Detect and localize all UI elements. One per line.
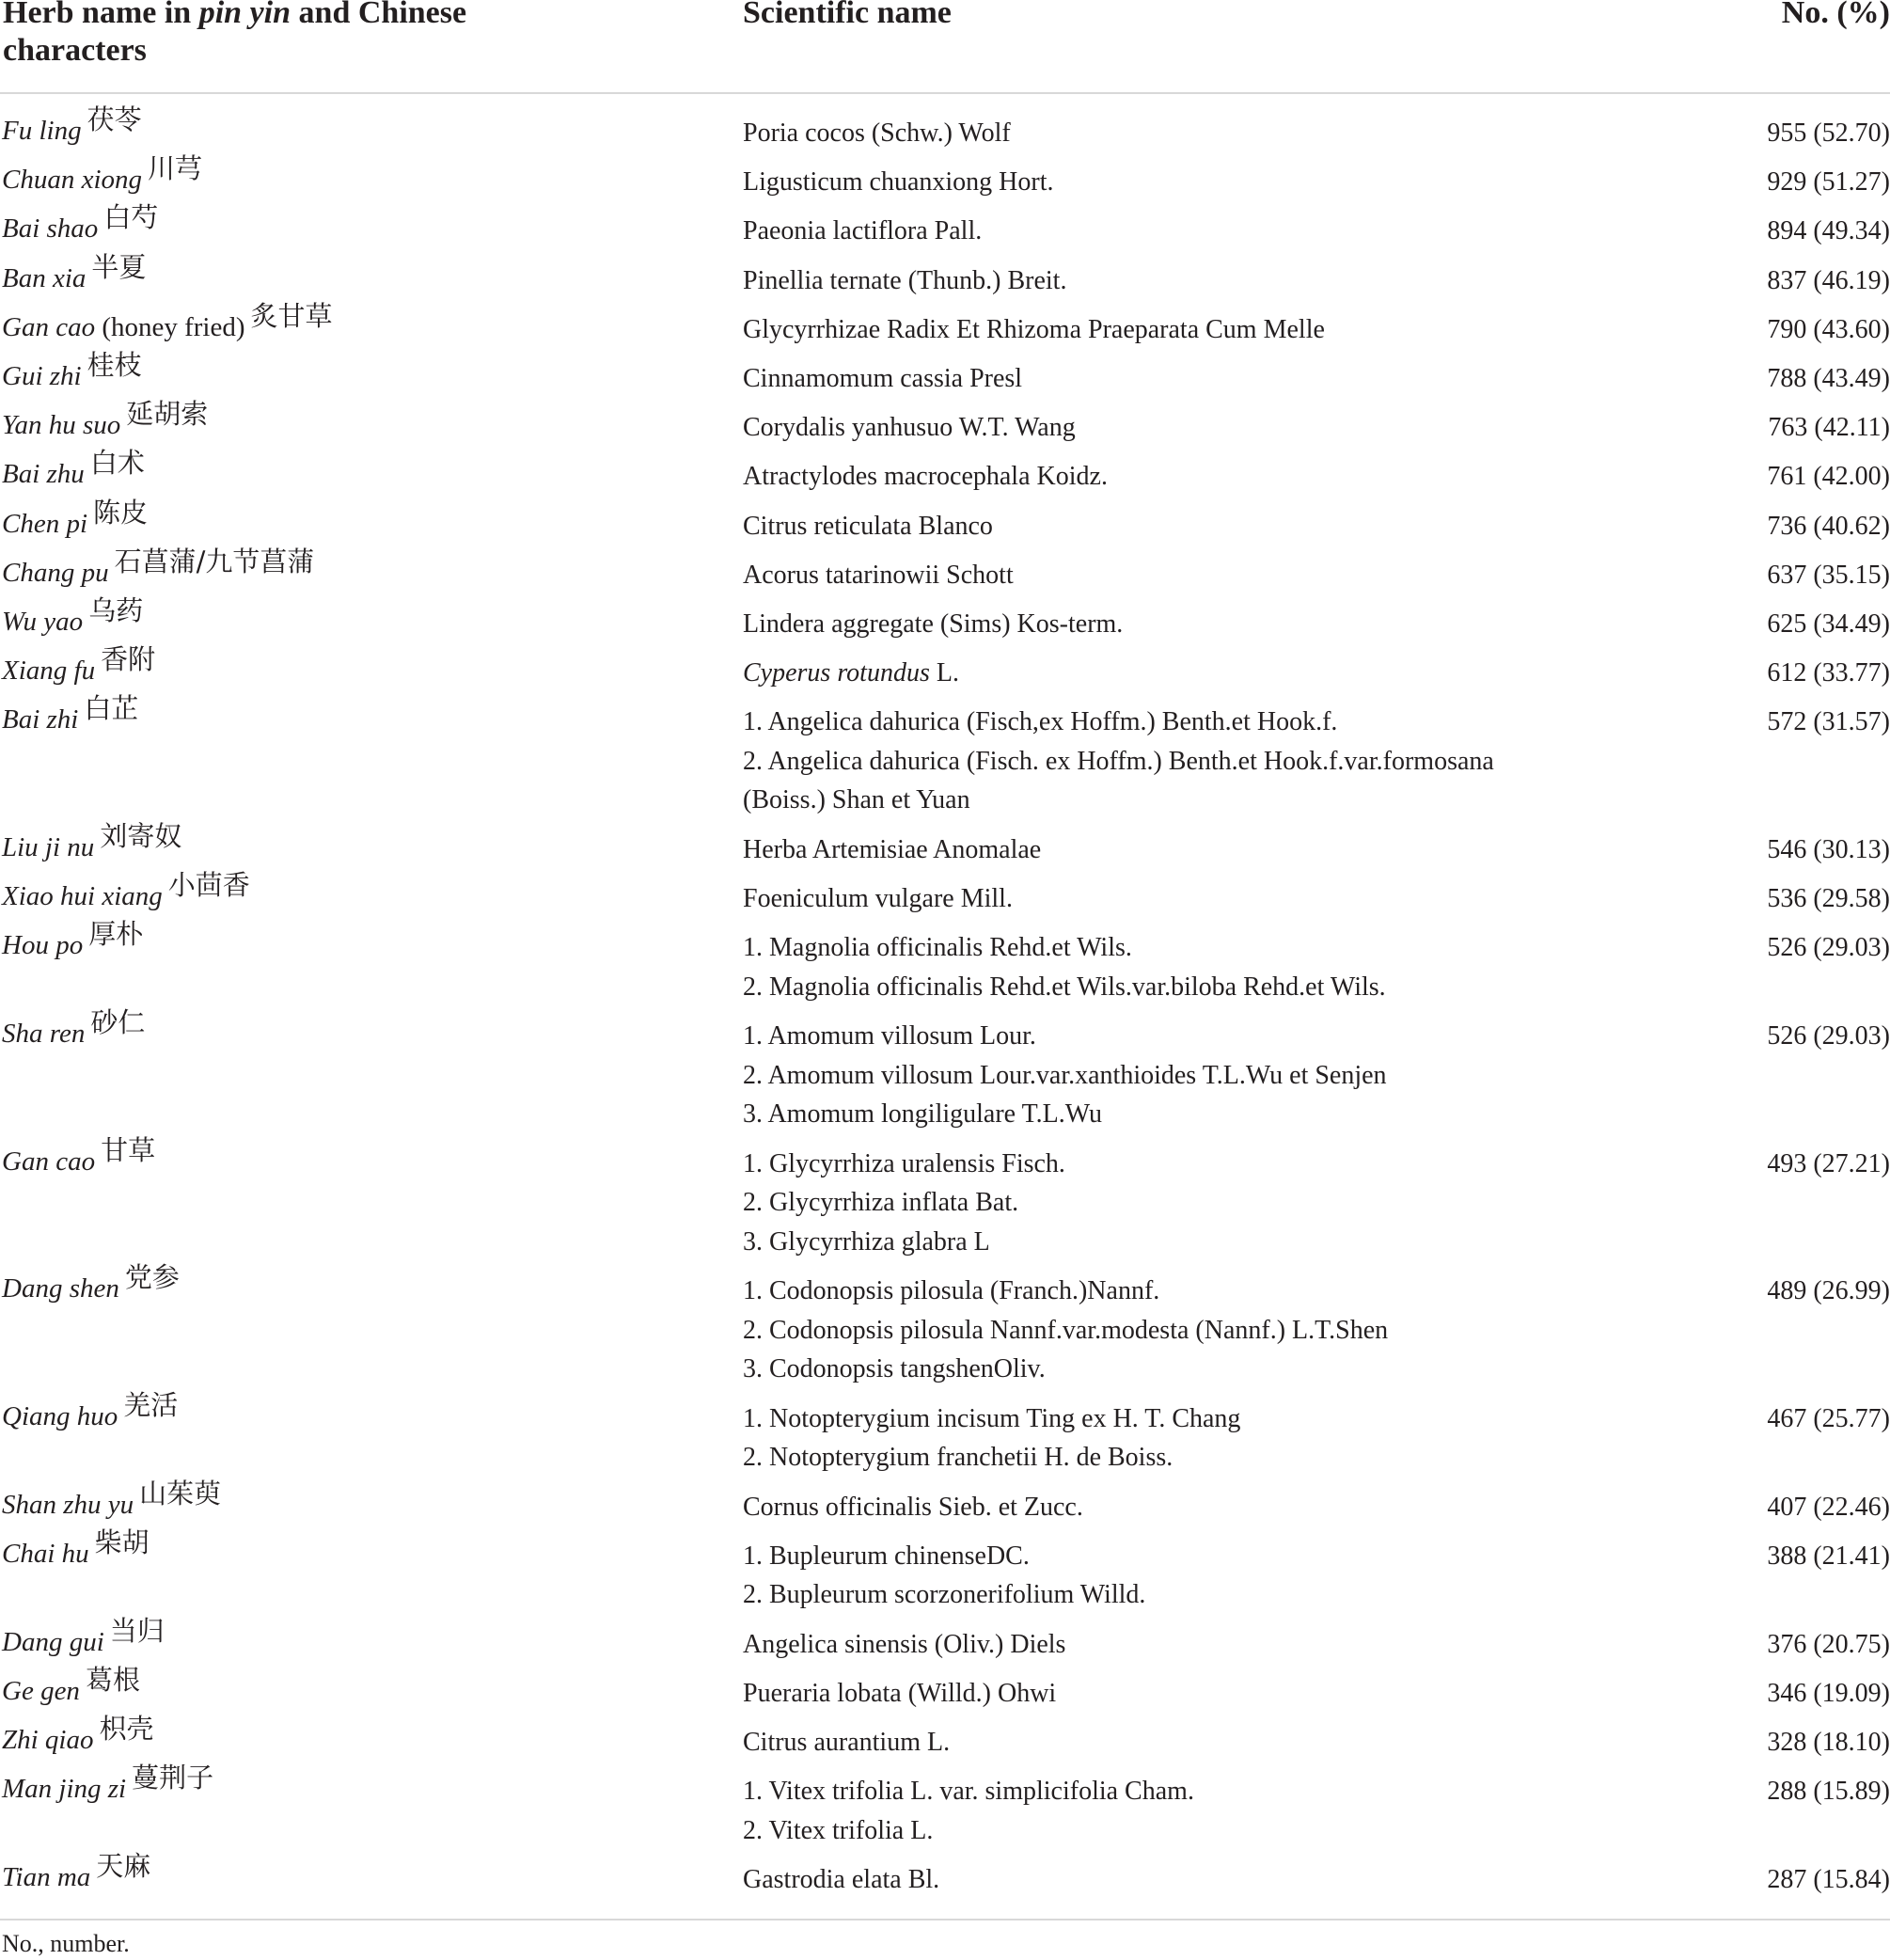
header-herb-prefix: Herb name in [3,0,199,30]
count-percent-cell: 546 (30.13) [1767,834,1890,864]
scientific-name-line: 1. Glycyrrhiza uralensis Fisch. [743,1148,1065,1178]
scientific-name-cell [743,457,1108,497]
herb-pinyin: Chang pu [2,557,109,588]
scientific-name-line: 1. Angelica dahurica (Fisch,ex Hoffm.) Benth.et Hook.f. [743,707,1338,737]
scientific-name-cell [743,1625,1065,1665]
herb-chinese: 柴胡 [94,1525,150,1558]
table-row [0,1850,1890,1905]
herb-name-cell [2,868,250,916]
scientific-name-cell [743,408,1076,448]
herb-name-cell [2,692,139,739]
scientific-name-line: 2. Amomum villosum Lour.var.xanthioides T.L.Wu et Senjen [743,1060,1387,1090]
scientific-name-suffix: L. [929,658,959,688]
herb-pinyin: Zhi qiao [2,1725,94,1756]
count-percent-cell: 467 (25.77) [1767,1403,1890,1433]
count-percent-cell: 763 (42.11) [1768,413,1890,443]
herb-chinese: 蔓荆子 [132,1762,214,1794]
herb-pinyin: Yan hu suo [2,410,121,441]
scientific-name-cell [743,1772,1194,1850]
count-percent-cell: 788 (43.49) [1767,363,1890,393]
table-row [0,1477,1890,1533]
scientific-name-cell [743,654,959,693]
herb-pinyin: Ban xia [2,262,87,293]
herb-name-cell [2,593,144,641]
herb-pinyin: Bai zhu [2,459,85,490]
herb-pinyin: Chai hu [2,1538,89,1569]
scientific-name-line: (Boiss.) Shan et Yuan [743,785,970,815]
table-row [0,1664,1890,1719]
scientific-name-cell [743,507,993,546]
table-row [0,1261,1890,1396]
scientific-name-cell [743,1272,1388,1389]
scientific-name-line: Herba Artemisiae Anomalae [743,834,1042,864]
scientific-name-line: 2. Bupleurum scorzonerifolium Willd. [743,1580,1146,1610]
count-percent-cell: 489 (26.99) [1767,1276,1890,1306]
scientific-name-line: 3. Glycyrrhiza glabra L [743,1226,990,1257]
table-row [0,692,1890,827]
herb-chinese: 白芷 [84,692,139,725]
scientific-name-line: 1. Bupleurum chinenseDC. [743,1541,1030,1571]
herb-chinese: 当归 [109,1614,165,1647]
table-row [0,643,1890,699]
table-row [0,918,1890,1013]
count-percent-cell: 536 (29.58) [1767,883,1890,913]
herb-pinyin: Chuan xiong [2,165,143,196]
herb-name-cell [2,918,144,965]
herb-chinese: 刘寄奴 [100,819,182,852]
table-row [0,1713,1890,1768]
header-herb-italic: pin yin [198,0,291,30]
herb-chinese: 天麻 [96,1850,151,1883]
table-row [0,447,1890,502]
scientific-name-line: 1. Magnolia officinalis Rehd.et Wils. [743,933,1132,963]
count-percent-cell: 346 (19.09) [1767,1679,1890,1708]
herb-chinese: 葛根 [85,1664,140,1696]
count-percent-cell: 894 (49.34) [1767,216,1890,246]
herb-chinese: 桂枝 [87,348,142,381]
table-row [0,1614,1890,1670]
herb-pinyin: Ge gen [2,1676,80,1706]
herb-name-cell [2,152,203,199]
scientific-name-line: Angelica sinensis (Oliv.) Diels [743,1629,1066,1659]
table-row [0,348,1890,404]
table-row [0,1525,1890,1621]
scientific-name-line: Foeniculum vulgare Mill. [743,883,1013,913]
scientific-name-cell [743,1723,950,1762]
herb-pinyin: Dang shen [2,1273,119,1304]
table-row [0,819,1890,876]
table-row [0,1388,1890,1484]
herb-chinese: 延胡索 [126,398,209,431]
scientific-name-line: Pinellia ternate (Thunb.) Breit. [743,265,1067,295]
count-percent-cell: 790 (43.60) [1767,314,1890,344]
scientific-name-line: Lindera aggregate (Sims) Kos-term. [743,609,1124,639]
herb-pinyin: Gui zhi [2,360,82,391]
herb-name-cell [2,1525,150,1573]
header-herb-suffix: and Chinese characters [3,0,467,68]
scientific-name-cell [743,928,1386,1006]
herb-name-cell [2,250,147,298]
scientific-name-cell [743,310,1325,350]
table-header [0,0,1890,94]
scientific-name-line: 2. Magnolia officinalis Rehd.et Wils.var.biloba Rehd.et Wils. [743,972,1386,1002]
herb-pinyin: Shan zhu yu [2,1489,134,1520]
herb-chinese: 白术 [89,447,145,480]
count-percent-cell: 929 (51.27) [1767,167,1890,198]
scientific-name-cell [743,163,1054,202]
herb-chinese: 甘草 [101,1133,156,1166]
scientific-name-line: Ligusticum chuanxiong Hort. [743,167,1054,198]
header-scientific-name: Scientific name [743,0,952,30]
scientific-name-cell [743,1674,1056,1714]
herb-chinese: 半夏 [91,250,147,283]
herb-chinese: 乌药 [88,593,144,626]
count-percent-cell: 612 (33.77) [1767,658,1890,688]
herb-name-cell [2,103,142,150]
herb-chinese: 砂仁 [90,1006,146,1039]
scientific-name-line: Paeonia lactiflora Pall. [743,216,983,246]
count-percent-cell: 572 (31.57) [1767,707,1890,737]
table-row [0,1133,1890,1269]
table-row [0,593,1890,650]
scientific-name-cell [743,1537,1145,1615]
scientific-name-italic: Cyperus rotundus [743,658,930,688]
table-row [0,868,1890,925]
herb-name-cell [2,1261,180,1308]
count-percent-cell: 407 (22.46) [1767,1492,1890,1522]
herb-name-cell [2,1664,140,1711]
herb-pinyin: Fu ling [2,116,82,146]
scientific-name-cell [743,114,1011,153]
table-row [0,250,1890,307]
scientific-name-cell [743,1399,1240,1478]
scientific-name-line: 3. Amomum longiligulare T.L.Wu [743,1099,1103,1130]
herb-pinyin: Xiao hui xiang [2,880,163,911]
count-percent-cell: 526 (29.03) [1767,933,1890,963]
scientific-name-line: 1. Vitex trifolia L. var. simplicifolia Cham. [743,1777,1194,1807]
table-row [0,1762,1890,1857]
herb-chinese: 小茴香 [167,868,250,901]
herb-pinyin: Sha ren [2,1019,86,1050]
herb-name-cell [2,1477,222,1525]
herb-pinyin: Chen pi [2,508,88,539]
herb-pinyin: Qiang huo [2,1400,118,1431]
count-percent-cell: 288 (15.89) [1767,1777,1890,1807]
herb-pinyin: Bai shao [2,213,99,245]
count-percent-cell: 736 (40.62) [1767,511,1890,541]
herb-pinyin: Xiang fu [2,656,96,687]
herb-pinyin: Gan cao [2,311,96,342]
herb-chinese: 厚朴 [88,918,144,951]
herb-name-cell [2,819,182,867]
herb-name-cell [2,1133,156,1181]
herb-chinese: 香附 [101,643,156,676]
scientific-name-cell [743,703,1494,820]
scientific-name-line: 2. Notopterygium franchetii H. de Boiss. [743,1443,1173,1473]
table-row [0,201,1890,257]
table-row [0,496,1890,552]
count-percent-cell: 625 (34.49) [1767,609,1890,639]
scientific-name-line: 2. Glycyrrhiza inflata Bat. [743,1188,1019,1218]
herb-pinyin: Hou po [2,930,84,961]
herb-name-cell [2,1713,154,1760]
herb-name-cell [2,299,333,347]
count-percent-cell: 761 (42.00) [1767,462,1890,492]
count-percent-cell: 376 (20.75) [1767,1629,1890,1659]
scientific-name-line: Atractylodes macrocephala Koidz. [743,462,1108,492]
herb-name-cell [2,545,315,593]
scientific-name-cell [743,1145,1065,1262]
herb-chinese: 川芎 [148,152,203,185]
herb-name-cell [2,1762,214,1809]
scientific-name-line: Corydalis yanhusuo W.T. Wang [743,413,1076,443]
scientific-name-line: 2. Angelica dahurica (Fisch. ex Hoffm.) Benth.et Hook.f.var.formosana [743,746,1494,776]
table-row [0,299,1890,356]
herb-chinese: 石菖蒲/九节菖蒲 [114,545,315,577]
count-percent-cell: 526 (29.03) [1767,1021,1890,1051]
scientific-name-line: Acorus tatarinowii Schott [743,560,1014,590]
count-percent-cell: 837 (46.19) [1767,265,1890,295]
herb-chinese: 陈皮 [93,496,149,529]
scientific-name-line: Glycyrrhizae Radix Et Rhizoma Praeparata Cum Melle [743,314,1325,344]
scientific-name-line: 2. Vitex trifolia L. [743,1815,934,1845]
scientific-name-line: Citrus aurantium L. [743,1728,951,1758]
scientific-name-cell [743,830,1041,870]
herb-name-cell [2,496,149,544]
scientific-name-line: 1. Codonopsis pilosula (Franch.)Nannf. [743,1276,1160,1306]
scientific-name-cell [743,212,982,251]
herb-chinese: 山茱萸 [139,1477,222,1510]
table-footnote: No., number. [2,1930,130,1957]
scientific-name-cell [743,879,1013,919]
table-row [0,103,1890,159]
count-percent-cell: 388 (21.41) [1767,1541,1890,1571]
header-number-percent: No. (%) [1781,0,1890,30]
table-row [0,545,1890,601]
table-body [0,103,1890,1906]
table-row [0,398,1890,453]
herb-chinese: 炙甘草 [250,299,333,332]
scientific-name-cell [743,359,1022,399]
count-percent-cell: 328 (18.10) [1767,1728,1890,1758]
herb-name-cell [2,201,159,248]
herb-pinyin: Wu yao [2,606,84,637]
herb-chinese: 党参 [124,1261,180,1294]
herb-pinyin: Dang gui [2,1626,104,1657]
scientific-name-cell [743,1488,1083,1527]
scientific-name-line: Poria cocos (Schw.) Wolf [743,119,1011,148]
scientific-name-line: 1. Notopterygium incisum Ting ex H. T. Chang [743,1403,1241,1433]
scientific-name-cell [743,1017,1387,1134]
herb-name-cell [2,1614,165,1662]
herb-name-cell [2,348,142,396]
herb-pinyin: Bai zhi [2,704,79,735]
scientific-name-line: Cornus officinalis Sieb. et Zucc. [743,1492,1083,1522]
herb-name-cell [2,1006,146,1053]
herb-pinyin: Gan cao [2,1146,96,1177]
scientific-name-line: Pueraria lobata (Willd.) Ohwi [743,1679,1057,1708]
herb-chinese: 枳壳 [99,1713,154,1746]
scientific-name-line: 2. Codonopsis pilosula Nannf.var.modesta (Nannf.) L.T.Shen [743,1315,1389,1345]
scientific-name-cell [743,605,1123,644]
scientific-name-line: 1. Amomum villosum Lour. [743,1021,1036,1051]
count-percent-cell: 955 (52.70) [1767,119,1890,148]
herb-pinyin: Man jing zi [2,1774,127,1805]
count-percent-cell: 287 (15.84) [1767,1865,1890,1895]
table-row [0,152,1890,208]
header-herb-name [3,0,586,70]
scientific-name-line: 3. Codonopsis tangshenOliv. [743,1354,1046,1384]
herb-pinyin: Liu ji nu [2,831,95,862]
herb-name-cell [2,447,145,494]
scientific-name-cell [743,261,1066,301]
scientific-name-line: Citrus reticulata Blanco [743,511,993,541]
scientific-name-line: Cinnamomum cassia Presl [743,363,1023,393]
count-percent-cell: 493 (27.21) [1767,1148,1890,1178]
herb-qualifier: (honey fried) [95,311,245,342]
herb-chinese: 茯苓 [87,103,142,135]
herb-name-cell [2,643,156,690]
herb-name-cell [2,1850,151,1897]
herb-chinese: 羌活 [123,1388,179,1421]
table-row [0,1006,1890,1141]
scientific-name-cell [743,1860,939,1900]
herb-pinyin: Tian ma [2,1862,91,1893]
table-bottom-rule [0,1919,1890,1920]
herb-chinese: 白芍 [103,201,159,234]
herb-name-cell [2,398,209,445]
scientific-name-cell [743,556,1014,595]
scientific-name-line: Gastrodia elata Bl. [743,1865,940,1895]
count-percent-cell: 637 (35.15) [1767,560,1890,590]
herb-name-cell [2,1388,179,1436]
